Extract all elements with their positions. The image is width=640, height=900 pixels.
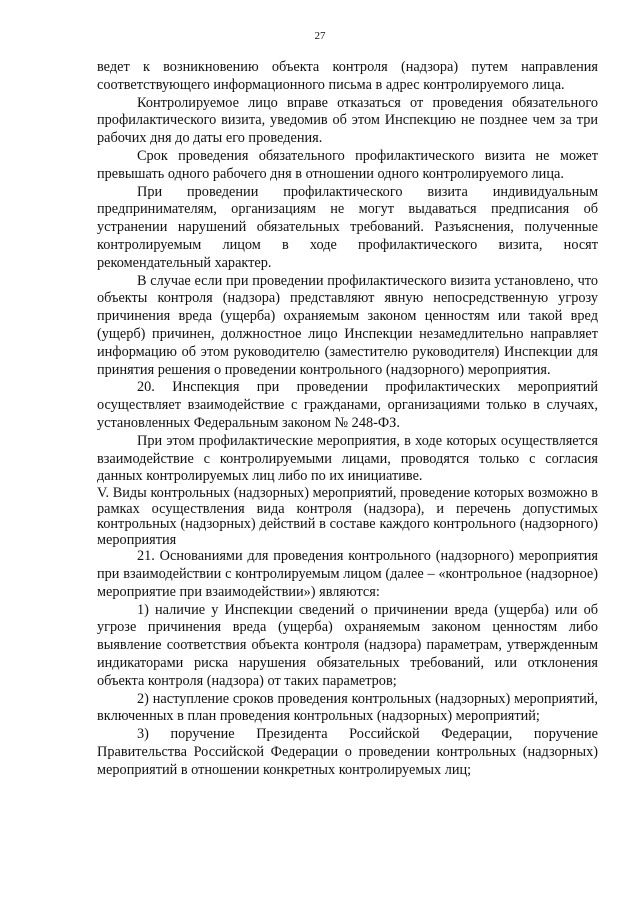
paragraph: 20. Инспекция при проведении профилактических мероприятий осуществляет взаимодействие с гражданами, организациями только в случаях, установленных Федеральным законом № 248-ФЗ.: [97, 379, 598, 431]
list-item: 1) наличие у Инспекции сведений о причинении вреда (ущерба) или об угрозе причинения вреда (ущерба) охраняемым законом ценностям либо выявление соответствия объекта контроля (надзора) параметрам, утвержденным индикаторами риска нарушения обязательных требований, или отклонения объекта контроля (надзора) от таких параметров;: [97, 601, 598, 689]
section-heading: V. Виды контрольных (надзорных) мероприятий, проведение которых возможно в рамках осуществления вида контроля (надзора), и перечень допустимых контрольных (надзорных) действий в составе каждого контрольного (надзорного) мероприятия: [97, 485, 598, 548]
list-item: 3) поручение Президента Российской Федерации, поручение Правительства Российской Федерации о проведении контрольных (надзорных) мероприятий в отношении конкретных контролируемых лиц;: [97, 726, 598, 778]
list-item: 2) наступление сроков проведения контрольных (надзорных) мероприятий, включенных в план проведения контрольных (надзорных) мероприятий;: [97, 690, 598, 725]
page-number: 27: [314, 30, 326, 42]
paragraph: Контролируемое лицо вправе отказаться от проведения обязательного профилактического визита, уведомив об этом Инспекцию не позднее чем за три рабочих дня до даты его проведения.: [97, 94, 598, 147]
document-body: [97, 59, 598, 779]
paragraph: При этом профилактические мероприятия, в ходе которых осуществляется взаимодействие с контролируемыми лицами, проводятся только с согласия данных контролируемых лиц либо по их инициативе.: [97, 432, 598, 485]
paragraph: В случае если при проведении профилактического визита установлено, что объекты контроля (надзора) представляют явную непосредственную угрозу причинения вреда (ущерба) охраняемым законом ценностям или такой вред (ущерб) причинен, должностное лицо Инспекции незамедлительно направляет информацию об этом руководителю (заместителю руководителя) Инспекции для принятия решения о проведении контрольного (надзорного) мероприятия.: [97, 272, 598, 378]
paragraph: Срок проведения обязательного профилактического визита не может превышать одного рабочего дня в отношении одного контролируемого лица.: [97, 147, 598, 182]
paragraph: ведет к возникновению объекта контроля (надзора) путем направления соответствующего информационного письма в адрес контролируемого лица.: [97, 59, 598, 93]
paragraph: 21. Основаниями для проведения контрольного (надзорного) мероприятия при взаимодействии с контролируемым лицом (далее – «контрольное (надзорное) мероприятие при взаимодействии») являются:: [97, 548, 598, 600]
paragraph: При проведении профилактического визита индивидуальным предпринимателям, организациям не могут выдаваться предписания об устранении нарушений обязательных требований. Разъяснения, полученные контролируемым лицом в ходе профилактического визита, носят рекомендательный характер.: [97, 183, 598, 271]
